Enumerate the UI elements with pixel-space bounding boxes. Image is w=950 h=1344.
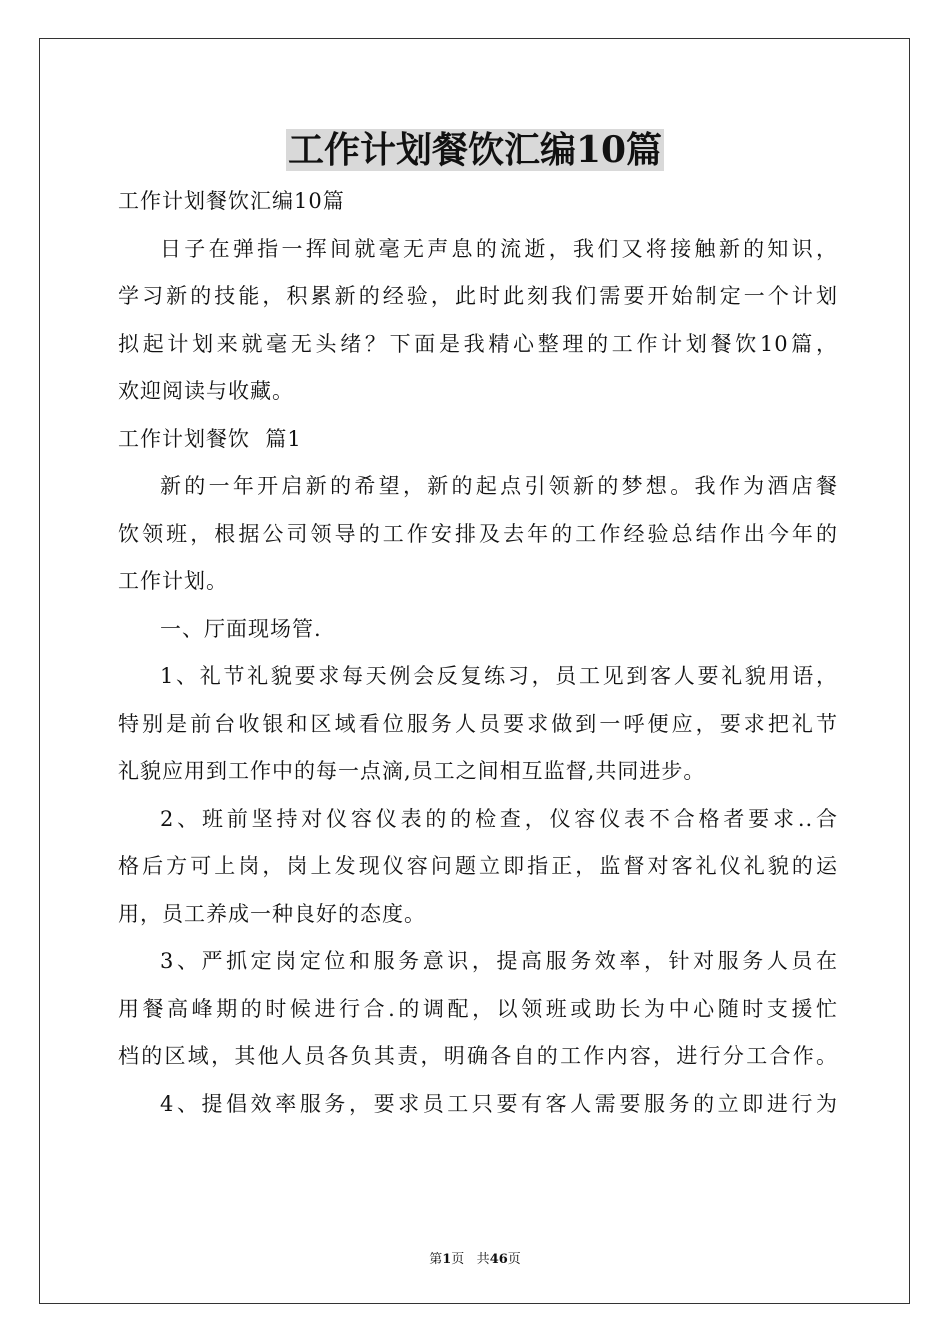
total-suffix: 页 xyxy=(507,1252,521,1267)
paragraph-line: 新的一年开启新的希望，新的起点引领新的梦想。我作为酒店餐 xyxy=(160,474,838,498)
section-heading: 工作计划餐饮 篇1 xyxy=(118,426,302,451)
total-pages: 46 xyxy=(489,1252,508,1267)
paragraph-line: 拟起计划来就毫无头绪？下面是我精心整理的工作计划餐饮10篇， xyxy=(118,331,838,356)
paragraph-line: 学习新的技能，积累新的经验，此时此刻我们需要开始制定一个计划 xyxy=(118,284,838,308)
paragraph-line: 用，员工养成一种良好的态度。 xyxy=(118,901,426,926)
paragraph-line: 日子在弹指一挥间就毫无声息的流逝，我们又将接触新的知识， xyxy=(160,236,838,261)
page-suffix: 页 xyxy=(451,1252,465,1267)
paragraph-line: 档的区域，其他人员各负其责，明确各自的工作内容，进行分工合作。 xyxy=(118,1044,838,1068)
document-body xyxy=(118,178,838,1128)
page-number: 1 xyxy=(442,1252,452,1267)
paragraph-line: 欢迎阅读与收藏。 xyxy=(118,379,294,403)
paragraph-line: 饮领班，根据公司领导的工作安排及去年的工作经验总结作出今年的 xyxy=(118,521,838,546)
paragraph-line: 用餐高峰期的时候进行合.的调配，以领班或助长为中心随时支援忙 xyxy=(118,996,838,1021)
paragraph-line: 特别是前台收银和区域看位服务人员要求做到一呼便应，要求把礼节 xyxy=(118,711,838,736)
page-prefix: 第 xyxy=(429,1252,443,1267)
subsection-heading: 一、厅面现场管. xyxy=(160,616,322,641)
paragraph-line: 2、班前坚持对仪容仪表的的检查，仪容仪表不合格者要求..合 xyxy=(160,806,838,831)
subtitle-line: 工作计划餐饮汇编10篇 xyxy=(118,189,345,213)
total-prefix: 共 xyxy=(476,1252,490,1267)
paragraph-line: 3、严抓定岗定位和服务意识，提高服务效率，针对服务人员在 xyxy=(160,949,838,973)
document-title-text: 工作计划餐饮汇编10篇 xyxy=(287,129,663,171)
paragraph-line: 1、礼节礼貌要求每天例会反复练习，员工见到客人要礼貌用语， xyxy=(160,664,838,688)
paragraph-line: 格后方可上岗，岗上发现仪容问题立即指正，监督对客礼仪礼貌的运 xyxy=(118,854,838,878)
paragraph-line: 礼貌应用到工作中的每一点滴,员工之间相互监督,共同进步。 xyxy=(118,759,706,783)
paragraph-line: 工作计划。 xyxy=(118,569,228,593)
document-title xyxy=(0,128,950,172)
page-footer xyxy=(0,1250,950,1270)
paragraph-line: 4、提倡效率服务，要求员工只要有客人需要服务的立即进行为 xyxy=(160,1091,838,1116)
